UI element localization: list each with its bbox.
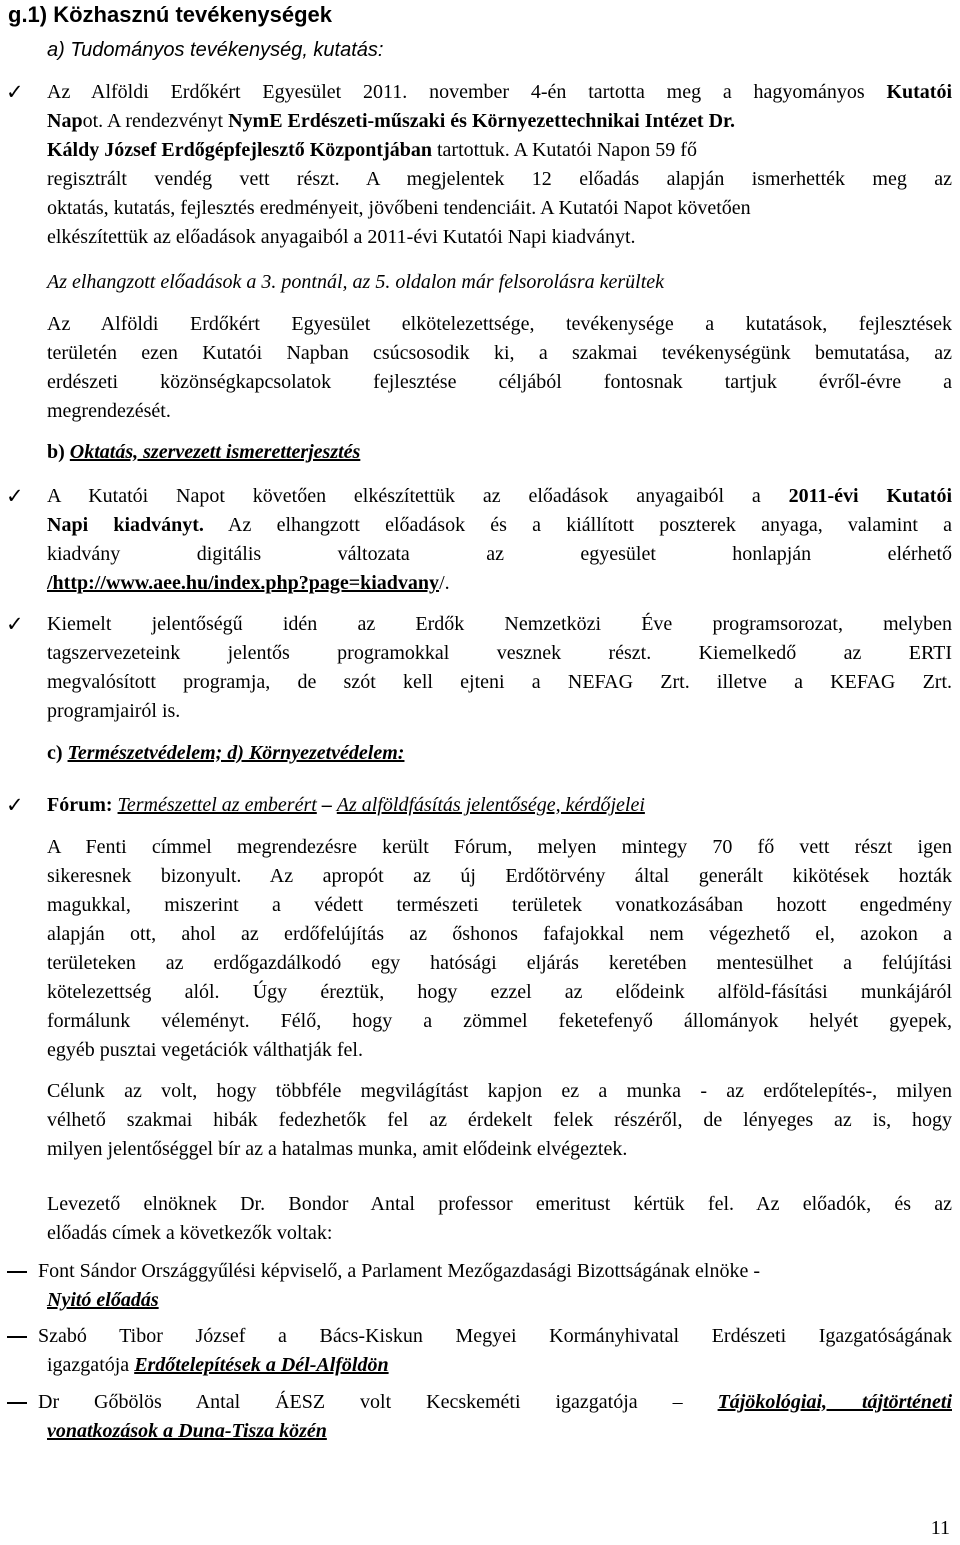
check-icon: ✓: [6, 484, 24, 508]
text-line: Kiemelt jelentőségű idén az Erdők Nemzetközi Éve programsorozat, melyben: [47, 613, 952, 635]
text-line: elkészítettük az előadások anyagaiból a 2011-évi Kutatói Napi kiadványt.: [47, 226, 636, 248]
forum-title-line: Fórum: Természettel az emberért – Az alföldfásítás jelentősége, kérdőjelei: [47, 794, 645, 816]
text-line: Célunk az volt, hogy többféle megvilágítást kapjon ez a munka - az erdőtelepítés-, milyen: [47, 1080, 952, 1102]
speaker-talk-title: vonatkozások a Duna-Tisza közén: [47, 1420, 327, 1442]
check-icon: ✓: [6, 80, 24, 104]
text-line: formálunk véleményt. Félő, hogy a zömmel feketefenyő állományok helyét gyepek,: [47, 1010, 952, 1032]
text-line: alapján ott, ahol az erdőfelújítás az őshonos fafajokkal nem végezhető el, azokon a: [47, 923, 952, 945]
text-line: Levezető elnöknek Dr. Bondor Antal professor emeritust kértük fel. Az előadók, és az: [47, 1193, 952, 1215]
text-line: regisztrált vendég vett részt. A megjelentek 12 előadás alapján ismerhették meg az: [47, 168, 952, 190]
dash-bullet: [7, 1271, 27, 1273]
speaker-line: Dr Gőbölös Antal ÁESZ volt Kecskeméti igazgatója – Tájökológiai, tájtörténeti: [38, 1391, 952, 1413]
text-line: vélhető szakmai hibák fedezhetők fel az érdekelt felek részéről, de lényeges az is, hogy: [47, 1109, 952, 1131]
subsection-b-title: b) Oktatás, szervezett ismeretterjesztés: [47, 441, 361, 463]
text-line: területeken az erdőgazdálkodó egy hatósági eljárás keretében mentesülhet a felújítási: [47, 952, 952, 974]
text-line: /http://www.aee.hu/index.php?page=kiadvany/.: [47, 572, 450, 594]
text-line: egyéb pusztai vegetációk válthatják fel.: [47, 1039, 363, 1061]
page-number: 11: [930, 1517, 950, 1539]
text-line: területén ezen Kutatói Napban csúcsosodik ki, a szakmai tevékenységünk bemutatása, az: [47, 342, 952, 364]
speaker-talk-title: igazgatója Erdőtelepítések a Dél-Alföldön: [47, 1354, 389, 1376]
text-line: magukkal, miszerint a védett természeti területek vonatkozásában hozott engedmény: [47, 894, 952, 916]
text-line: Káldy József Erdőgépfejlesztő Központjában tartottuk. A Kutatói Napon 59 fő: [47, 139, 697, 161]
text-line: kötelezettség alól. Úgy éreztük, hogy ezzel az elődeink alföld-fásítási munkájáról: [47, 981, 952, 1003]
text-line: kiadvány digitális változata az egyesület honlapján elérhető: [47, 543, 952, 565]
subsection-a-title: a) Tudományos tevékenység, kutatás:: [47, 39, 384, 61]
text-line: Az Alföldi Erdőkért Egyesület 2011. november 4-én tartotta meg a hagyományos Kutatói: [47, 81, 952, 103]
speaker-line: Font Sándor Országgyűlési képviselő, a Parlament Mezőgazdasági Bizottságának elnöke -: [38, 1260, 761, 1282]
note-line: Az elhangzott előadások a 3. pontnál, az 5. oldalon már felsorolásra kerültek: [47, 271, 665, 293]
text-line: A Fenti címmel megrendezésre került Fórum, melyen mintegy 70 fő vett részt igen: [47, 836, 952, 858]
speaker-line: Szabó Tibor József a Bács-Kiskun Megyei Kormányhivatal Erdészeti Igazgatóságának: [38, 1325, 952, 1347]
text-line: megrendezését.: [47, 400, 171, 422]
website-link[interactable]: /http://www.aee.hu/index.php?page=kiadvany: [47, 572, 440, 594]
dash-bullet: [7, 1402, 27, 1404]
subsection-c-title: c) Természetvédelem; d) Környezetvédelem:: [47, 742, 405, 764]
check-icon: ✓: [6, 612, 24, 636]
speaker-talk-title: Nyitó előadás: [47, 1289, 159, 1311]
text-line: Az Alföldi Erdőkért Egyesület elkötelezettsége, tevékenysége a kutatások, fejlesztések: [47, 313, 952, 335]
dash-bullet: [7, 1336, 27, 1338]
text-line: megvalósított programja, de szót kell ejteni a NEFAG Zrt. illetve a KEFAG Zrt.: [47, 671, 952, 693]
text-line: programjairól is.: [47, 700, 181, 722]
section-heading: g.1) Közhasznú tevékenységek: [8, 2, 333, 27]
check-icon: ✓: [6, 793, 24, 817]
text-line: Napi kiadványt. Az elhangzott előadások és a kiállított poszterek anyaga, valamint a: [47, 514, 952, 536]
text-line: A Kutatói Napot követően elkészítettük az előadások anyagaiból a 2011-évi Kutatói: [47, 485, 952, 507]
text-line: tagszervezeteink jelentős programokkal vesznek részt. Kiemelkedő az ERTI: [47, 642, 952, 664]
text-line: oktatás, kutatás, fejlesztés eredményeit, jövőbeni tendenciáit. A Kutatói Napot követően: [47, 197, 751, 219]
text-line: Napot. A rendezvényt NymE Erdészeti-műszaki és Környezettechnikai Intézet Dr.: [47, 110, 736, 132]
text-line: sikeresnek bizonyult. Az apropót az új Erdőtörvény által generált kikötések hozták: [47, 865, 952, 887]
text-line: előadás címek a következők voltak:: [47, 1222, 333, 1244]
text-line: milyen jelentőséggel bír az a hatalmas munka, amit elődeink elvégeztek.: [47, 1138, 628, 1160]
text-line: erdészeti közönségkapcsolatok fejlesztése céljából fontosnak tartjuk évről-évre a: [47, 371, 952, 393]
